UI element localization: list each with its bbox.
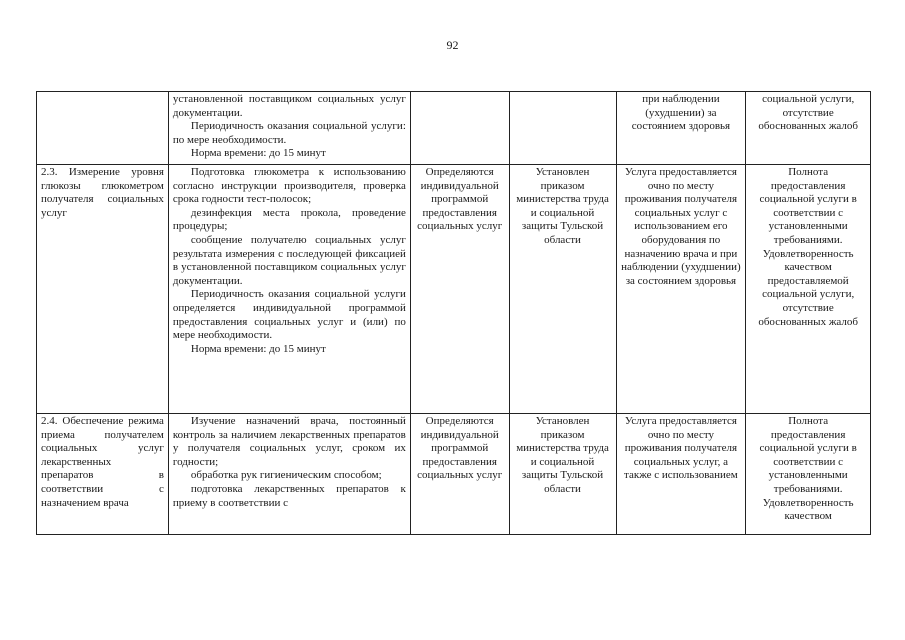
table-row [37,414,871,535]
description-paragraph: Норма времени: до 15 минут [190,147,326,160]
quality-cell: Полнота предоставления социальной услуги в соответствии с установленными требованиями. Удовлетворенность качеством [746,414,871,535]
description-paragraph: Изучение назначений врача, постоянный контроль за наличием лекарственных препаратов у получателя социальных услуг, сроком их годности; [172,415,406,468]
volume-cell [410,92,509,165]
volume-cell: Определяются индивидуальной программой предоставления социальных услуг [410,165,509,414]
conditions-cell: Услуга предоставляется очно по месту проживания получателя социальных услуг с использованием его оборудования по назначению врача и при наблюдении (ухудшении) за состоянием здоровья [616,165,746,414]
quality-cell: социальной услуги, отсутствие обоснованных жалоб [746,92,871,165]
description-paragraph: подготовка лекарственных препаратов к приему в соответствии с [172,482,406,509]
description-paragraph: сообщение получателю социальных услуг результата измерения с последующей фиксацией в установленной поставщиком социальных услуг документации. [172,233,406,287]
description-paragraph: Периодичность оказания социальной услуги: по мере необходимости. [172,120,406,146]
service-name-cell: 2.3. Измерение уровня глюкозы глюкометром получателя социальных услуг [37,165,169,414]
service-description-cell [168,92,410,165]
service-name-cell: 2.4. Обеспечение режима приема получателем социальных услуг лекарственных препаратов в соответствии с назначением врача [37,414,169,535]
description-paragraph: установленной поставщиком социальных услуг документации. [172,93,406,119]
table-row [37,165,871,414]
service-description-cell [168,165,410,414]
quality-cell: Полнота предоставления социальной услуги в соответствии с установленными требованиями. Удовлетворенность качеством предоставляемой социальной услуги, отсутствие обоснованных жалоб [746,165,871,414]
table-row [37,92,871,165]
description-paragraph: Подготовка глюкометра к использованию согласно инструкции производителя, проверка срока годности тест-полосок; [172,166,406,206]
conditions-cell: при наблюдении (ухудшении) за состоянием здоровья [616,92,746,165]
description-paragraph: Периодичность оказания социальной услуги определяется индивидуальной программой предоставления социальных услуг и (или) по мере необходимости. [172,288,406,342]
conditions-cell: Услуга предоставляется очно по месту проживания получателя социальных услуг, а также с использованием [616,414,746,535]
volume-cell: Определяются индивидуальной программой предоставления социальных услуг [410,414,509,535]
price-cell [509,92,616,165]
service-description-cell [168,414,410,535]
price-cell: Установлен приказом министерства труда и социальной защиты Тульской области [509,414,616,535]
description-paragraph: Норма времени: до 15 минут [190,342,326,355]
page-number: 92 [446,38,459,52]
price-cell: Установлен приказом министерства труда и социальной защиты Тульской области [509,165,616,414]
description-paragraph: обработка рук гигиеническим способом; [190,469,382,482]
service-name-cell [37,92,169,165]
services-table [36,91,871,535]
description-paragraph: дезинфекция места прокола, проведение процедуры; [172,206,406,233]
